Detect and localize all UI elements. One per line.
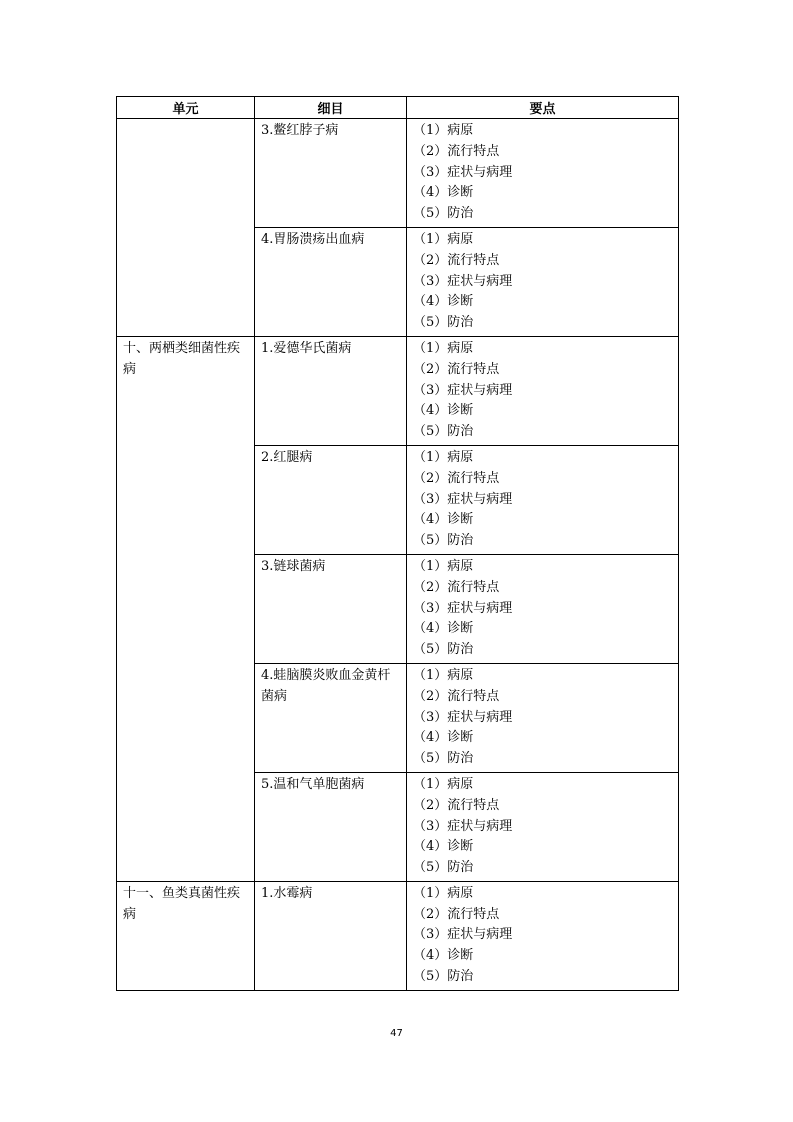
points-cell xyxy=(407,554,679,663)
point-item: （4）诊断 xyxy=(413,839,474,855)
points-cell xyxy=(407,336,679,445)
point-item: （5）防治 xyxy=(413,315,474,331)
points-cell xyxy=(407,772,679,881)
point-item: （3）症状与病理 xyxy=(413,709,513,725)
points-cell xyxy=(407,445,679,554)
unit-cell: 十一、鱼类真菌性疾病 xyxy=(117,881,255,990)
item-cell: 1.水霉病 xyxy=(255,881,407,990)
point-item: （2）流行特点 xyxy=(413,688,500,704)
point-item: （3）症状与病理 xyxy=(413,273,513,289)
point-item: （4）诊断 xyxy=(413,730,474,746)
points-cell xyxy=(407,227,679,336)
item-cell: 4.胃肠溃疡出血病 xyxy=(255,227,407,336)
point-item: （4）诊断 xyxy=(413,512,474,528)
table-row xyxy=(117,336,679,445)
point-item: （5）防治 xyxy=(413,969,474,985)
point-item: （3）症状与病理 xyxy=(413,927,513,943)
point-item: （2）流行特点 xyxy=(413,252,500,268)
point-item: （2）流行特点 xyxy=(413,470,500,486)
point-item: （1）病原 xyxy=(413,776,474,792)
point-item: （1）病原 xyxy=(413,340,474,356)
point-item: （3）症状与病理 xyxy=(413,491,513,507)
item-cell: 4.蛙脑膜炎败血金黄杆菌病 xyxy=(255,663,407,772)
page-number: 47 xyxy=(390,1028,403,1039)
point-item: （3）症状与病理 xyxy=(413,600,513,616)
points-cell xyxy=(407,663,679,772)
point-item: （5）防治 xyxy=(413,533,474,549)
point-item: （5）防治 xyxy=(413,206,474,222)
point-item: （3）症状与病理 xyxy=(413,818,513,834)
points-cell xyxy=(407,119,679,228)
points-cell xyxy=(407,881,679,990)
point-item: （4）诊断 xyxy=(413,621,474,637)
point-item: （5）防治 xyxy=(413,860,474,876)
point-item: （5）防治 xyxy=(413,424,474,440)
table-row xyxy=(117,881,679,990)
point-item: （1）病原 xyxy=(413,123,474,138)
point-item: （2）流行特点 xyxy=(413,906,500,922)
point-item: （3）症状与病理 xyxy=(413,164,513,180)
point-item: （5）防治 xyxy=(413,642,474,658)
point-item: （1）病原 xyxy=(413,558,474,574)
point-item: （1）病原 xyxy=(413,885,474,901)
item-cell: 5.温和气单胞菌病 xyxy=(255,772,407,881)
point-item: （4）诊断 xyxy=(413,185,474,201)
unit-cell: 十、两栖类细菌性疾病 xyxy=(117,336,255,881)
point-item: （4）诊断 xyxy=(413,294,474,310)
item-cell: 3.鳖红脖子病 xyxy=(255,119,407,228)
point-item: （4）诊断 xyxy=(413,403,474,419)
header-unit: 单元 xyxy=(117,97,255,119)
point-item: （2）流行特点 xyxy=(413,143,500,159)
item-cell: 3.链球菌病 xyxy=(255,554,407,663)
item-cell: 1.爱德华氏菌病 xyxy=(255,336,407,445)
header-item: 细目 xyxy=(255,97,407,119)
table-row xyxy=(117,119,679,228)
point-item: （1）病原 xyxy=(413,449,474,465)
unit-cell xyxy=(117,119,255,337)
point-item: （4）诊断 xyxy=(413,948,474,964)
point-item: （2）流行特点 xyxy=(413,579,500,595)
point-item: （2）流行特点 xyxy=(413,797,500,813)
point-item: （5）防治 xyxy=(413,751,474,767)
table-header-row xyxy=(117,97,679,119)
point-item: （1）病原 xyxy=(413,667,474,683)
syllabus-table xyxy=(116,96,679,991)
point-item: （2）流行特点 xyxy=(413,361,500,377)
header-points: 要点 xyxy=(407,97,679,119)
point-item: （3）症状与病理 xyxy=(413,382,513,398)
item-cell: 2.红腿病 xyxy=(255,445,407,554)
point-item: （1）病原 xyxy=(413,231,474,247)
